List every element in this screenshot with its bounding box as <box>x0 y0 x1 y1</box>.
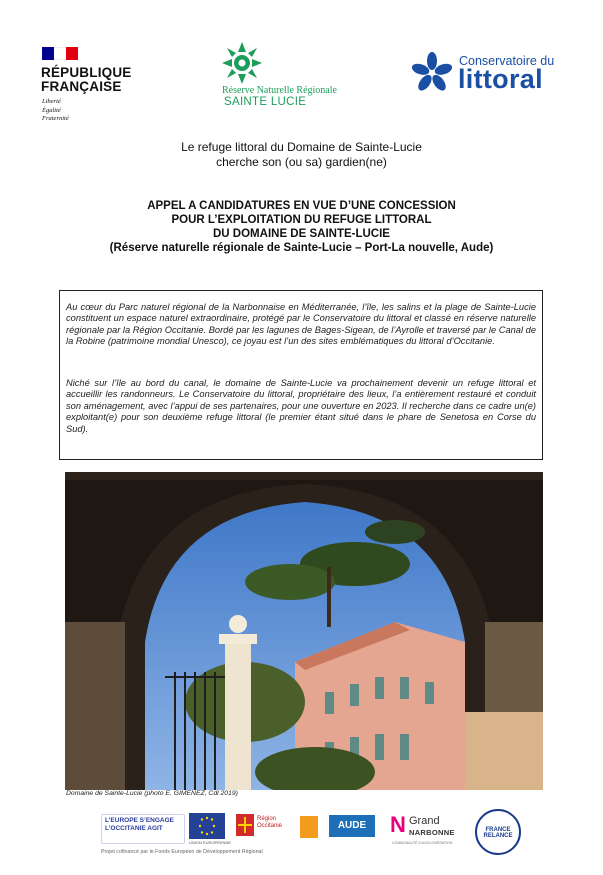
republique-flag <box>42 47 78 60</box>
occitanie-line2: Occitanie <box>257 823 283 829</box>
grand-narbonne-name: NARBONNE <box>409 828 455 837</box>
appeal-title <box>0 199 603 255</box>
occitanie-cross-icon <box>236 814 254 836</box>
motto-liberte: Liberté <box>42 98 61 105</box>
aude-logo: AUDE <box>329 815 375 837</box>
reserve-naturelle-name: Réserve Naturelle Régionale <box>222 85 337 96</box>
republique-motto <box>42 98 69 124</box>
intro-paragraph-1: Au cœur du Parc naturel régional de la Narbonnaise en Méditerranée, l’île, les salins et la plage de Sainte-Lucie constituent un espace naturel extraordinaire, protégé par le Conservatoire du littoral et classé en réserve naturelle régionale par la Région Occitanie. Bordé par les lagunes de Bages-Sigean, de l’Ayrolle et traversé par le Canal de la Robine (patrimoine mondial Unesco), ce joyau est l’un des sites emblématiques du littoral d’Occitanie. <box>66 302 536 347</box>
page-heading <box>0 140 603 170</box>
appeal-line1: APPEL A CANDIDATURES EN VUE D’UNE CONCESSION <box>147 200 456 212</box>
intro-paragraph-2: Niché sur l’île au bord du canal, le domaine de Sainte-Lucie va prochainement devenir un refuge littoral et accueillir les randonneurs. Le Conservatoire du littoral, propriétaire des lieux, l’a entièrement restauré et conduit son aménagement, avec l’appui de ses partenaires, pour une ouverture en 2023. Il recherche dans ce cadre un(e) exploitant(e) pour son deuxième refuge littoral (le premier étant situé dans le phare de Senetosa en Corse du Sud). <box>66 378 536 434</box>
republique-name-line2: FRANÇAISE <box>41 79 122 94</box>
grand-narbonne-sub: COMMUNAUTÉ D’AGGLOMÉRATION <box>392 841 453 845</box>
conservatoire-name: Conservatoire du <box>459 54 555 68</box>
feder-footnote: Projet cofinancé par le Fonds Européen de Développement Régional <box>101 849 263 855</box>
europe-occitanie-text <box>105 817 174 832</box>
republique-francaise-logo <box>41 66 132 94</box>
motto-egalite: Égalité <box>42 106 61 114</box>
intro-box <box>59 290 543 460</box>
reserve-naturelle-site: SAINTE LUCIE <box>224 96 307 108</box>
europe-line2: L’OCCITANIE AGIT <box>105 824 163 832</box>
heading-line1: Le refuge littoral du Domaine de Sainte-Lucie <box>181 140 422 154</box>
photo-caption: Domaine de Sainte-Lucie (photo E. GIMENEZ, Cdl 2019) <box>66 790 238 797</box>
occitanie-text <box>257 816 282 830</box>
grand-narbonne-mark: N <box>390 812 406 837</box>
heading-line2: cherche son (ou sa) gardien(ne) <box>216 155 387 169</box>
conservatoire-littoral: littoral <box>458 64 543 94</box>
occitanie-line1: Région <box>257 816 277 822</box>
conservatoire-logo-icon <box>410 51 454 95</box>
france-relance-text: FRANCE RELANCE <box>483 827 513 839</box>
grand-narbonne-grand: Grand <box>409 815 440 827</box>
appeal-line2: POUR L’EXPLOITATION DU REFUGE LITTORAL <box>171 214 432 226</box>
motto-fraternite: Fraternité <box>42 115 69 122</box>
domain-photo <box>65 472 543 790</box>
appeal-line4: (Réserve naturelle régionale de Sainte-Lucie – Port-La nouvelle, Aude) <box>109 242 494 254</box>
republique-name-line1: RÉPUBLIQUE <box>41 65 132 80</box>
eu-flag-icon <box>189 813 225 839</box>
reserve-naturelle-logo <box>222 42 262 84</box>
eu-label: UNION EUROPÉENNE <box>189 840 232 845</box>
appeal-line3: DU DOMAINE DE SAINTE-LUCIE <box>213 228 390 240</box>
aude-mark-icon <box>300 816 318 838</box>
europe-line1: L’EUROPE S’ENGAGE <box>105 817 174 824</box>
